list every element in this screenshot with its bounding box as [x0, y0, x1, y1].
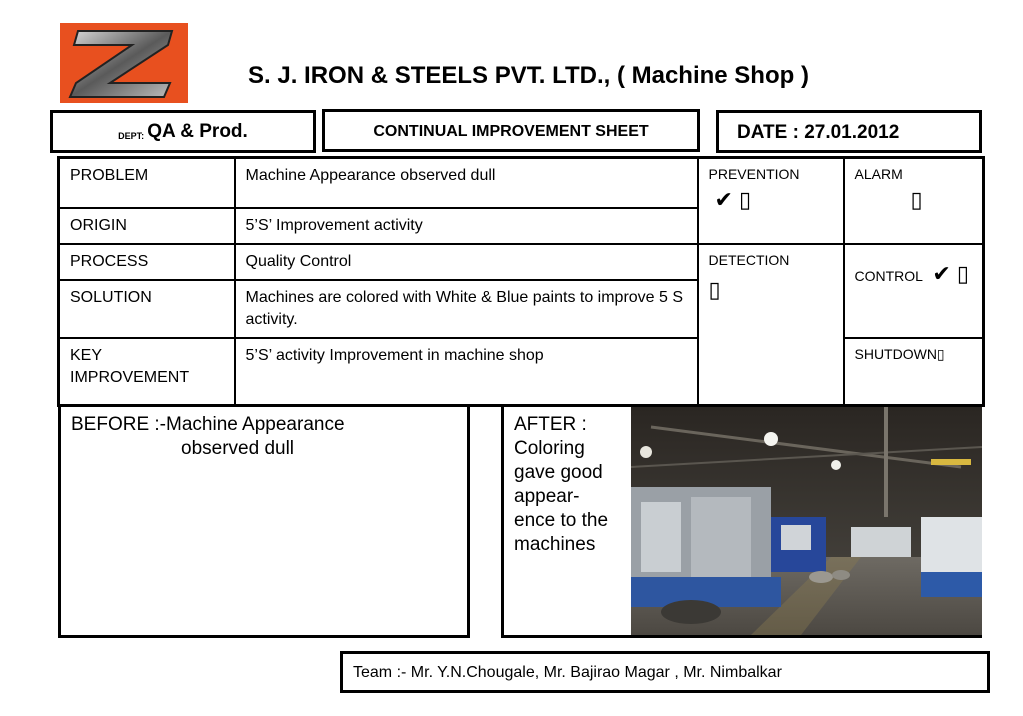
row-value-origin: 5’S’ Improvement activity — [235, 208, 698, 244]
row-label-key-improvement: KEY IMPROVEMENT — [59, 338, 235, 406]
row-label-solution: SOLUTION — [59, 280, 235, 338]
company-logo — [60, 23, 188, 103]
detection-box-icon: ▯ — [708, 276, 721, 302]
machine-shop-photo — [631, 407, 982, 635]
before-panel — [58, 404, 470, 638]
after-line-5: ence to the — [514, 510, 609, 531]
row-value-process: Quality Control — [235, 244, 698, 280]
dept-value: QA & Prod. — [147, 120, 248, 142]
sheet-title: CONTINUAL IMPROVEMENT SHEET — [322, 109, 700, 152]
after-panel — [501, 404, 982, 638]
prevention-label: PREVENTION — [708, 166, 800, 182]
prevention-check-icon: ✔ ▯ — [714, 187, 752, 212]
detection-label: DETECTION — [708, 251, 790, 268]
before-line-2: observed dull — [181, 438, 295, 459]
prevention-cell — [698, 158, 844, 244]
control-label: CONTROL — [854, 267, 923, 284]
improvement-table — [57, 156, 985, 407]
after-line-6: machines — [514, 534, 596, 555]
row-label-process: PROCESS — [59, 244, 235, 280]
dept-label: DEPT: — [118, 130, 145, 141]
row-value-problem: Machine Appearance observed dull — [235, 158, 698, 208]
alarm-box-icon: ▯ — [910, 187, 923, 212]
after-text — [514, 413, 624, 557]
shutdown-cell — [844, 338, 984, 406]
control-cell — [844, 244, 984, 338]
before-line-1: BEFORE :-Machine Appearance — [71, 414, 345, 435]
row-value-key-improvement: 5’S’ activity Improvement in machine shop — [235, 338, 698, 406]
shutdown-label: SHUTDOWN▯ — [854, 345, 945, 362]
alarm-label: ALARM — [854, 166, 903, 182]
after-line-1: AFTER : — [514, 414, 587, 435]
date-box: DATE : 27.01.2012 — [716, 110, 982, 153]
page-title: S. J. IRON & STEELS PVT. LTD., ( Machine Shop ) — [248, 62, 809, 89]
after-line-3: gave good — [514, 462, 603, 483]
after-line-2: Coloring — [514, 438, 585, 459]
alarm-cell — [844, 158, 984, 244]
department-box — [50, 110, 316, 153]
after-line-4: appear- — [514, 486, 580, 507]
control-check-icon: ✔ ▯ — [932, 260, 969, 286]
row-label-origin: ORIGIN — [59, 208, 235, 244]
detection-cell — [698, 244, 844, 406]
team-box: Team :- Mr. Y.N.Chougale, Mr. Bajirao Magar , Mr. Nimbalkar — [340, 651, 990, 693]
row-label-problem: PROBLEM — [59, 158, 235, 208]
row-value-solution: Machines are colored with White & Blue paints to improve 5 S activity. — [235, 280, 698, 338]
